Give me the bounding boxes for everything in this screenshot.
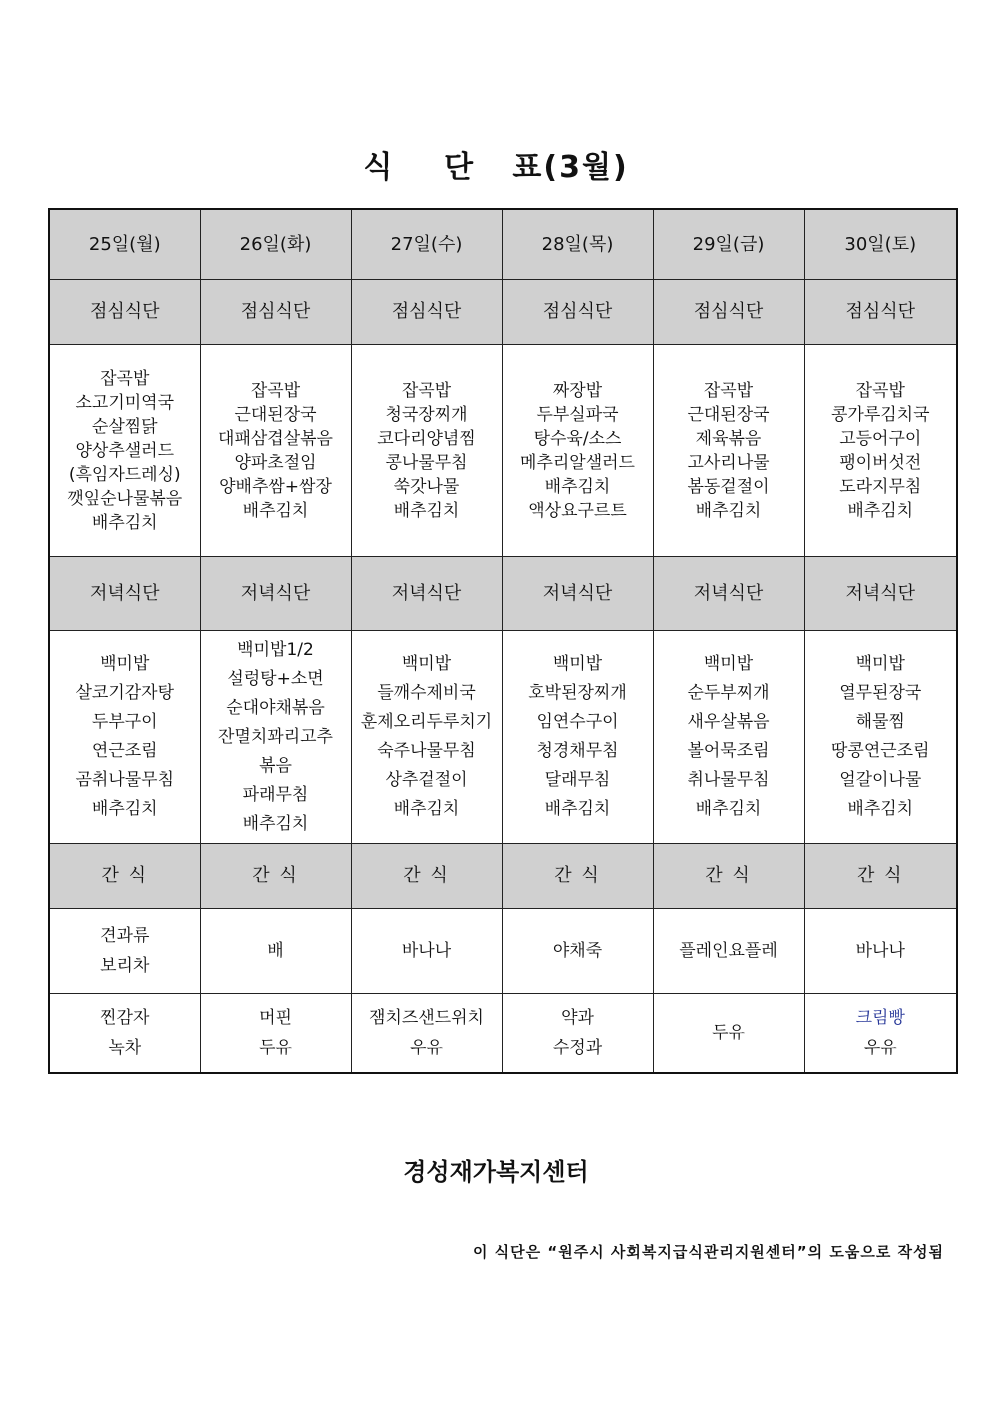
- menu-item: 양배추쌈+쌈장: [219, 476, 332, 497]
- lunch-menu-cell: [804, 345, 957, 557]
- day-header: 30일(토): [804, 209, 957, 280]
- menu-item: (흑임자드레싱): [68, 464, 181, 485]
- menu-item: 두유: [712, 1023, 745, 1043]
- snack-cell: [502, 909, 653, 994]
- menu-item: 파래무침: [242, 784, 309, 805]
- menu-item: 고등어구이: [839, 428, 922, 449]
- snack-row-1: [49, 909, 957, 994]
- menu-item: 임연수구이: [536, 712, 619, 732]
- snack-cell: [653, 994, 804, 1074]
- menu-item: 우유: [863, 1038, 897, 1058]
- page-title: 식 단 표(3월): [363, 150, 629, 185]
- menu-item: 견과류: [100, 926, 150, 946]
- dinner-menu-cell: [200, 631, 351, 844]
- snack-label-row: [49, 844, 957, 909]
- menu-item: 볶음: [259, 755, 292, 776]
- menu-item: 잡곡밥: [250, 380, 301, 401]
- snack-label: 간 식: [502, 844, 653, 909]
- menu-item: 도라지무침: [839, 476, 922, 497]
- menu-item: 배추김치: [695, 799, 762, 819]
- dinner-label: 저녁식단: [804, 557, 957, 631]
- menu-item: 잡곡밥: [703, 380, 754, 401]
- dinner-menu-row: [49, 631, 957, 844]
- menu-item: 순살찜닭: [91, 416, 158, 437]
- menu-item: 배추김치: [695, 500, 762, 521]
- lunch-label: 점심식단: [200, 280, 351, 345]
- menu-item: 근대된장국: [234, 404, 317, 425]
- menu-item: 배추김치: [544, 476, 611, 497]
- menu-item: 야채죽: [552, 941, 603, 961]
- dinner-label: 저녁식단: [200, 557, 351, 631]
- dinner-menu-cell: [49, 631, 200, 844]
- menu-item: 배추김치: [847, 799, 914, 819]
- menu-item: 열무된장국: [839, 683, 922, 703]
- dinner-label-row: [49, 557, 957, 631]
- menu-item: 백미밥: [100, 654, 150, 674]
- lunch-label: 점심식단: [502, 280, 653, 345]
- menu-item: 근대된장국: [687, 404, 770, 425]
- menu-item: 들깨수제비국: [377, 683, 476, 703]
- menu-item: 코다리양념찜: [377, 428, 476, 449]
- menu-item: 소고기미역국: [75, 392, 175, 413]
- day-header: 26일(화): [200, 209, 351, 280]
- lunch-label: 점심식단: [804, 280, 957, 345]
- menu-item: 볼어묵조림: [687, 741, 770, 761]
- menu-item: 봄동겉절이: [687, 476, 770, 497]
- lunch-label: 점심식단: [653, 280, 804, 345]
- menu-item: 짜장밥: [552, 380, 603, 401]
- menu-item: 잡곡밥: [401, 380, 452, 401]
- dinner-label: 저녁식단: [351, 557, 502, 631]
- menu-item: 곰취나물무침: [75, 770, 175, 790]
- meal-plan-table: [48, 208, 958, 1074]
- credit-note: 이 식단은 “원주시 사회복지급식관리지원센터”의 도움으로 작성됨: [472, 1243, 944, 1261]
- menu-item: 약과: [561, 1008, 594, 1028]
- menu-item: 백미밥: [703, 654, 754, 674]
- lunch-label: 점심식단: [49, 280, 200, 345]
- lunch-menu-cell: [502, 345, 653, 557]
- snack-label: 간 식: [804, 844, 957, 909]
- menu-item: 쑥갓나물: [393, 476, 460, 497]
- dinner-label: 저녁식단: [49, 557, 200, 631]
- menu-item: 녹차: [108, 1038, 142, 1058]
- menu-item: 플레인요플레: [679, 941, 778, 961]
- menu-item: 배추김치: [544, 799, 611, 819]
- menu-item: 배추김치: [393, 500, 460, 521]
- snack-label: 간 식: [49, 844, 200, 909]
- day-header: 27일(수): [351, 209, 502, 280]
- lunch-label-row: [49, 280, 957, 345]
- menu-item: 배추김치: [91, 512, 158, 533]
- dinner-menu-cell: [351, 631, 502, 844]
- menu-item: 달래무침: [544, 770, 611, 790]
- dinner-label: 저녁식단: [502, 557, 653, 631]
- menu-item: 배추김치: [91, 799, 158, 819]
- lunch-menu-cell: [653, 345, 804, 557]
- snack-cell: [200, 994, 351, 1074]
- snack-cell: [49, 994, 200, 1074]
- snack-cell: [351, 909, 502, 994]
- menu-item: 대패삼겹살볶음: [218, 428, 333, 449]
- menu-item: 배추김치: [847, 500, 914, 521]
- menu-item: 탕수육/소스: [533, 428, 622, 449]
- menu-item: 백미밥: [401, 654, 452, 674]
- menu-item: 크림빵: [855, 1008, 905, 1028]
- menu-item: 순대야채볶음: [226, 697, 325, 718]
- menu-item: 새우살볶음: [687, 712, 770, 732]
- menu-item: 상추겉절이: [385, 770, 468, 790]
- snack-cell: [804, 909, 957, 994]
- menu-item: 백미밥: [552, 654, 603, 674]
- menu-item: 취나물무침: [687, 770, 770, 790]
- day-header: 28일(목): [502, 209, 653, 280]
- menu-item: 땅콩연근조림: [830, 741, 930, 761]
- menu-item: 찐감자: [100, 1008, 150, 1028]
- snack-cell: [502, 994, 653, 1074]
- menu-item: 바나나: [401, 941, 452, 961]
- menu-item: 잼치즈샌드위치: [369, 1008, 484, 1028]
- menu-item: 얼갈이나물: [839, 770, 922, 790]
- lunch-label: 점심식단: [351, 280, 502, 345]
- menu-item: 양상추샐러드: [75, 440, 175, 461]
- menu-item: 보리차: [100, 956, 150, 976]
- dinner-label: 저녁식단: [653, 557, 804, 631]
- menu-item: 액상요구르트: [528, 500, 627, 521]
- menu-item: 살코기감자탕: [75, 683, 175, 703]
- snack-cell: [200, 909, 351, 994]
- snack-cell: [351, 994, 502, 1074]
- dinner-menu-cell: [804, 631, 957, 844]
- snack-label: 간 식: [653, 844, 804, 909]
- lunch-menu-cell: [351, 345, 502, 557]
- day-header-row: [49, 209, 957, 280]
- snack-cell: [49, 909, 200, 994]
- menu-item: 팽이버섯전: [839, 452, 922, 473]
- menu-item: 배: [267, 941, 284, 961]
- menu-item: 깻잎순나물볶음: [67, 488, 183, 509]
- menu-item: 잡곡밥: [100, 368, 150, 389]
- menu-item: 백미밥1/2: [237, 639, 314, 660]
- organization-name: 경성재가복지센터: [403, 1158, 589, 1186]
- menu-item: 청경채무침: [536, 741, 619, 761]
- snack-cell: [804, 994, 957, 1074]
- snack-cell: [653, 909, 804, 994]
- menu-item: 두부구이: [91, 712, 158, 732]
- menu-item: 메추리알샐러드: [520, 452, 635, 473]
- menu-item: 두유: [259, 1038, 292, 1058]
- menu-item: 호박된장찌개: [528, 683, 627, 703]
- menu-item: 바나나: [855, 941, 905, 961]
- menu-item: 제육볶음: [695, 428, 762, 449]
- day-header: 25일(월): [49, 209, 200, 280]
- menu-item: 백미밥: [855, 654, 905, 674]
- dinner-menu-cell: [502, 631, 653, 844]
- menu-item: 배추김치: [393, 799, 460, 819]
- snack-label: 간 식: [200, 844, 351, 909]
- lunch-menu-cell: [49, 345, 200, 557]
- menu-item: 배추김치: [242, 500, 309, 521]
- menu-item: 순두부찌개: [687, 683, 770, 703]
- menu-item: 머핀: [259, 1008, 292, 1028]
- snack-label: 간 식: [351, 844, 502, 909]
- menu-item: 콩나물무침: [385, 452, 468, 473]
- menu-item: 잡곡밥: [855, 380, 905, 401]
- menu-item: 두부실파국: [536, 404, 619, 425]
- menu-item: 해물찜: [855, 712, 905, 732]
- menu-item: 수정과: [552, 1038, 603, 1058]
- menu-item: 연근조림: [91, 741, 158, 761]
- menu-item: 숙주나물무침: [377, 741, 476, 761]
- day-header: 29일(금): [653, 209, 804, 280]
- lunch-menu-cell: [200, 345, 351, 557]
- menu-item: 배추김치: [242, 813, 309, 834]
- menu-item: 콩가루김치국: [830, 404, 930, 425]
- menu-item: 설렁탕+소면: [227, 668, 324, 689]
- menu-item: 양파초절임: [234, 452, 317, 473]
- lunch-menu-row: [49, 345, 957, 557]
- menu-item: 훈제오리두루치기: [360, 712, 493, 732]
- menu-item: 고사리나물: [687, 452, 770, 473]
- menu-item: 우유: [410, 1038, 443, 1058]
- dinner-menu-cell: [653, 631, 804, 844]
- menu-item: 청국장찌개: [385, 404, 468, 425]
- snack-row-2: [49, 994, 957, 1074]
- menu-item: 잔멸치꽈리고추: [218, 726, 333, 747]
